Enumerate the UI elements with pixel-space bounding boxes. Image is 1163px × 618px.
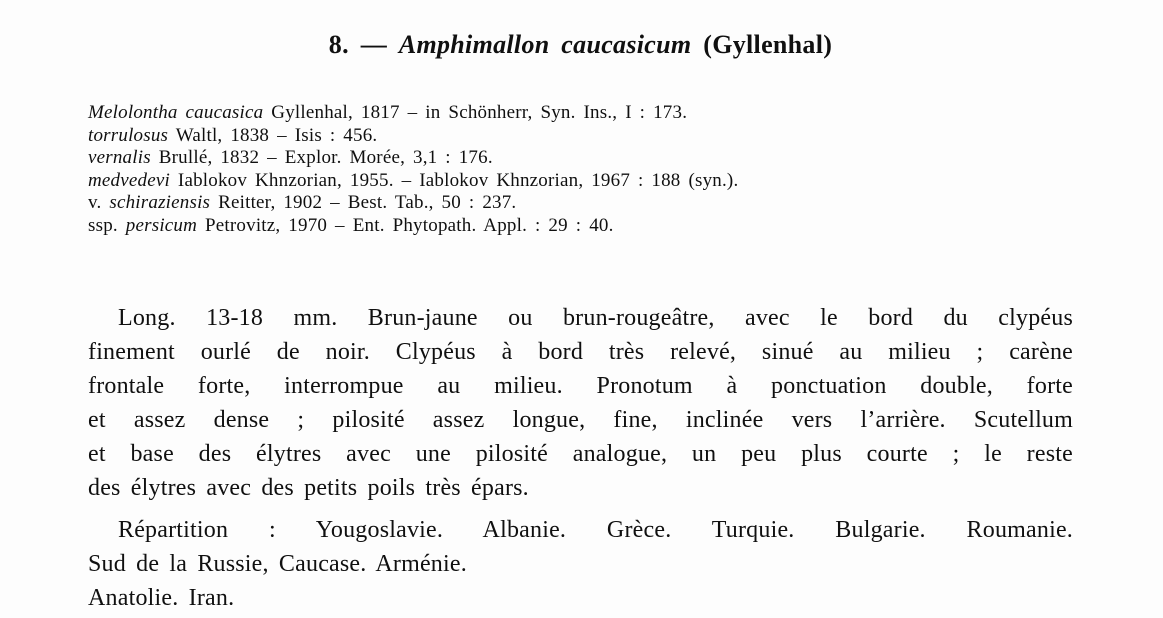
synonym-name: schiraziensis [109, 192, 211, 213]
heading-number: 8. [328, 30, 349, 59]
synonymy-line [88, 215, 1073, 238]
synonym-name: torrulosus [88, 124, 169, 146]
heading-dash: — [360, 30, 388, 59]
synonym-reference: Waltl, 1838 – Isis : 456. [168, 124, 378, 146]
synonymy-line [88, 102, 1073, 125]
text-line: des élytres avec des petits poils très épars. [88, 475, 529, 501]
synonym-name: medvedevi [88, 169, 170, 191]
heading-species-name: Amphimallon caucasicum [398, 30, 692, 59]
synonym-name: persicum [125, 214, 198, 236]
species-heading [88, 30, 1073, 60]
synonymy-line [88, 170, 1073, 193]
synonym-reference: Brullé, 1832 – Explor. Morée, 3,1 : 176. [150, 147, 493, 168]
synonym-prefix: ssp. [88, 214, 126, 236]
synonym-reference: Petrovitz, 1970 – Ent. Phytopath. Appl. : 29 : 40. [197, 214, 614, 236]
heading-author: (Gyllenhal) [703, 30, 833, 59]
synonym-name: vernalis [88, 147, 151, 168]
text-line: et base des élytres avec une pilosité analogue, un peu plus courte ; le reste [88, 441, 1073, 467]
synonymy-block [88, 102, 1073, 237]
text-line: frontale forte, interrompue au milieu. Pronotum à ponctuation double, forte [88, 373, 1073, 399]
text-line: et assez dense ; pilosité assez longue, fine, inclinée vers l’arrière. Scutellum [88, 407, 1073, 433]
synonymy-line [88, 192, 1073, 215]
synonymy-line [88, 125, 1073, 148]
distribution-paragraph [88, 513, 1073, 615]
text-line: Répartition : Yougoslavie. Albanie. Grèce. Turquie. Bulgarie. Roumanie. [118, 517, 1073, 543]
description-paragraph [88, 301, 1073, 505]
synonym-reference: Gyllenhal, 1817 – in Schönherr, Syn. Ins., I : 173. [263, 102, 688, 123]
text-line: Sud de la Russie, Caucase. Arménie. [88, 551, 467, 577]
synonym-reference: Iablokov Khnzorian, 1955. – Iablokov Khnzorian, 1967 : 188 (syn.). [169, 169, 739, 191]
synonym-prefix: v. [88, 192, 110, 213]
synonym-reference: Reitter, 1902 – Best. Tab., 50 : 237. [210, 192, 517, 213]
synonym-name: Melolontha caucasica [88, 102, 264, 123]
text-line: Anatolie. Iran. [88, 585, 235, 611]
text-line: Long. 13-18 mm. Brun-jaune ou brun-rougeâtre, avec le bord du clypéus [118, 305, 1073, 331]
page-content [88, 0, 1073, 615]
text-line: finement ourlé de noir. Clypéus à bord très relevé, sinué au milieu ; carène [88, 339, 1073, 365]
synonymy-line [88, 147, 1073, 170]
